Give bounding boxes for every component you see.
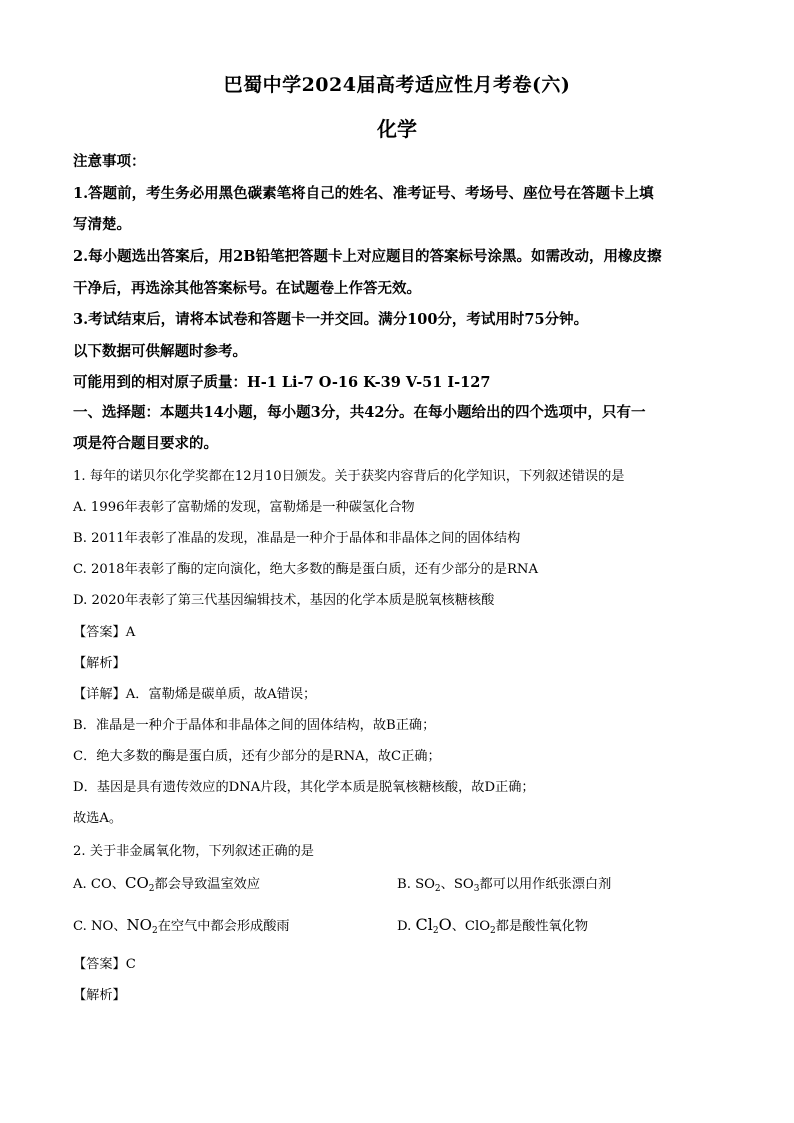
section-heading-a: 一、选择题：本题共14小题，每小题3分，共42分。在每小题给出的四个选项中，只有一: [73, 404, 646, 421]
q2-option-d-mid: 、ClO: [451, 919, 491, 934]
q2-analysis-label: 【解析】: [73, 988, 126, 1003]
q2-option-a: [73, 873, 260, 892]
notes-heading: 注意事项：: [73, 153, 146, 170]
q2-option-c: [73, 915, 290, 934]
section-heading-b: 项是符合题目要求的。: [73, 435, 218, 452]
q1-analysis-label: 【解析】: [73, 656, 126, 671]
q1-detail-4: D．基因是具有遗传效应的DNA片段，其化学本质是脱氧核糖核酸，故D正确；: [73, 780, 535, 795]
note-item-3: 3.考试结束后，请将本试卷和答题卡一并交回。满分100分，考试用时75分钟。: [73, 311, 589, 328]
q1-answer: 【答案】A: [73, 625, 136, 640]
atomic-masses: 可能用到的相对原子质量：H-1 Li-7 O-16 K-39 V-51 I-127: [73, 374, 491, 391]
note-item-1a: 1.答题前，考生务必用黑色碳素笔将自己的姓名、准考证号、考场号、座位号在答题卡上填: [73, 185, 654, 202]
q2-option-b: [397, 873, 611, 892]
q2-option-b-subscript-1: 2: [434, 884, 441, 894]
q2-option-c-suffix: 在空气中都会形成酸雨: [157, 919, 290, 934]
q2-option-c-prefix: C. NO、: [73, 919, 127, 934]
q2-option-c-subscript: 2: [151, 926, 158, 936]
q1-detail-1: 【详解】A．富勒烯是碳单质，故A错误；: [73, 687, 317, 702]
q1-stem: 1. 每年的诺贝尔化学奖都在12月10日颁发。关于获奖内容背后的化学知识，下列叙述错误的是: [73, 469, 625, 484]
q2-option-a-subscript: 2: [148, 884, 155, 894]
q2-option-d: [397, 915, 588, 934]
q2-option-a-suffix: 都会导致温室效应: [154, 877, 261, 892]
note-item-1b: 写清楚。: [73, 216, 131, 233]
q1-conclusion: 故选A。: [73, 811, 123, 826]
q1-detail-3: C．绝大多数的酶是蛋白质，还有少部分的是RNA，故C正确；: [73, 749, 441, 764]
q1-option-b: B. 2011年表彰了准晶的发现，准晶是一种介于晶体和非晶体之间的固体结构: [73, 531, 521, 546]
note-item-2a: 2.每小题选出答案后，用2B铅笔把答题卡上对应题目的答案标号涂黑。如需改动，用橡皮擦: [73, 248, 662, 265]
q1-option-c: C. 2018年表彰了酶的定向演化，绝大多数的酶是蛋白质，还有少部分的是RNA: [73, 562, 538, 577]
q2-option-d-suffix: 都是酸性氧化物: [495, 919, 589, 934]
q2-option-b-suffix: 都可以用作纸张漂白剂: [479, 877, 612, 892]
q2-option-d-prefix: D.: [397, 919, 416, 934]
q2-option-b-prefix: B. SO: [397, 877, 435, 892]
q2-option-d-formula: Cl: [415, 915, 433, 934]
q2-option-b-mid: 、SO: [440, 877, 474, 892]
q2-option-d-formula-tail: O: [438, 915, 452, 934]
q1-detail-2: B．准晶是一种介于晶体和非晶体之间的固体结构，故B正确；: [73, 718, 436, 733]
q1-option-a: A. 1996年表彰了富勒烯的发现，富勒烯是一种碳氢化合物: [73, 500, 415, 515]
q2-option-b-subscript-2: 3: [473, 884, 480, 894]
exam-title: 巴蜀中学2024届高考适应性月考卷(六): [223, 74, 571, 96]
q2-stem: 2. 关于非金属氧化物，下列叙述正确的是: [73, 844, 314, 859]
q2-option-a-prefix: A. CO、: [73, 877, 125, 892]
q2-answer: 【答案】C: [73, 957, 136, 972]
q2-option-d-subscript-2: 2: [490, 926, 496, 936]
q2-option-d-subscript-1: 2: [432, 926, 439, 936]
q1-option-d: D. 2020年表彰了第三代基因编辑技术，基因的化学本质是脱氧核糖核酸: [73, 593, 495, 608]
subject-title: 化学: [377, 117, 417, 141]
q2-option-a-formula: CO: [125, 874, 149, 892]
note-item-2b: 干净后，再选涂其他答案标号。在试题卷上作答无效。: [73, 280, 421, 297]
q2-option-c-formula: NO: [126, 916, 152, 934]
data-note: 以下数据可供解题时参考。: [73, 343, 247, 360]
